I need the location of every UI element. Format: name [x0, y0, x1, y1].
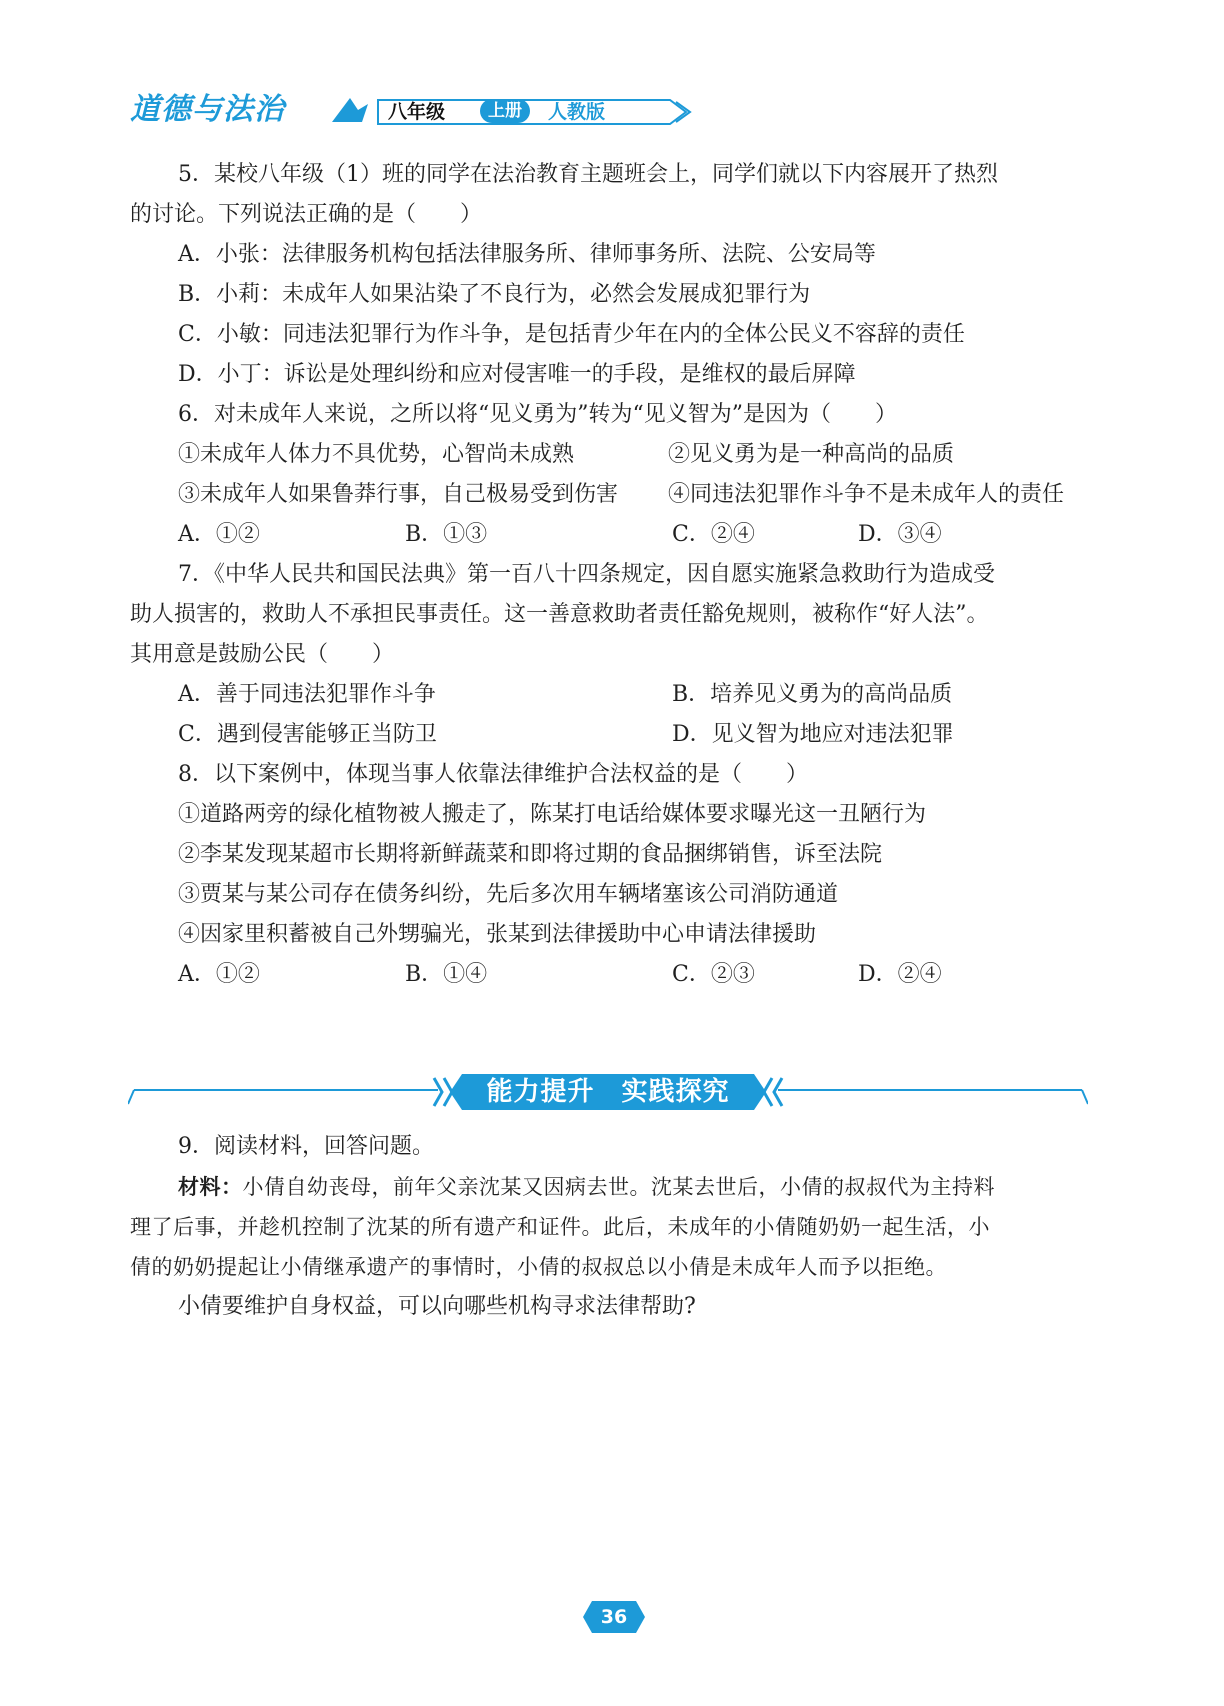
- q5-option-b: B．小莉：未成年人如果沾染了不良行为，必然会发展成犯罪行为: [178, 282, 811, 307]
- grade-label: 八年级: [388, 101, 446, 123]
- q6-statement-2: ②见义勇为是一种高尚的品质: [668, 442, 955, 467]
- series-logo: 道德与法治: [130, 92, 285, 127]
- q9-stem: 9．阅读材料，回答问题。: [178, 1134, 434, 1159]
- q6-option-c: C．②④: [672, 522, 755, 547]
- q6-stem: 6．对未成年人来说，之所以将“见义勇为”转为“见义智为”是因为（ ）: [178, 402, 897, 427]
- q7-option-b: B．培养见义勇为的高尚品质: [672, 682, 953, 707]
- q6-option-a: A．①②: [178, 522, 260, 547]
- q7-stem-line-2: 助人损害的，救助人不承担民事责任。这一善意救助者责任豁免规则，被称作“好人法”。: [130, 602, 989, 627]
- q7-option-c: C．遇到侵害能够正当防卫: [178, 722, 437, 747]
- q6-statement-3: ③未成年人如果鲁莽行事，自己极易受到伤害: [178, 482, 619, 507]
- q9-material-line-1: [178, 1172, 995, 1202]
- q8-option-c: C．②③: [672, 962, 755, 987]
- q8-option-a: A．①②: [178, 962, 260, 987]
- q8-option-b: B．①④: [405, 962, 488, 987]
- q9-material-line-3: 倩的奶奶提起让小倩继承遗产的事情时，小倩的叔叔总以小倩是未成年人而予以拒绝。: [130, 1255, 947, 1279]
- page-number-badge: [582, 1600, 646, 1634]
- q6-statement-4: ④同违法犯罪作斗争不是未成年人的责任: [668, 482, 1065, 507]
- page-header: [130, 90, 650, 130]
- q8-statement-1: ①道路两旁的绿化植物被人搬走了，陈某打电话给媒体要求曝光这一丑陋行为: [178, 802, 927, 827]
- q5-stem-line-2: 的讨论。下列说法正确的是（ ）: [130, 202, 483, 227]
- section-title: 能力提升 实践探究: [486, 1077, 730, 1107]
- material-text-1: 小倩自幼丧母，前年父亲沈某又因病去世。沈某去世后，小倩的叔叔代为主持料: [242, 1175, 995, 1199]
- q5-option-d: D．小丁：诉讼是处理纠纷和应对侵害唯一的手段，是维权的最后屏障: [178, 362, 856, 387]
- q7-stem-line-1: 7．《中华人民共和国民法典》第一百八十四条规定，因自愿实施紧急救助行为造成受: [178, 562, 995, 587]
- q6-option-b: B．①③: [405, 522, 488, 547]
- q8-stem: 8．以下案例中，体现当事人依靠法律维护合法权益的是（ ）: [178, 762, 808, 787]
- edition-label: 人教版: [548, 101, 606, 123]
- q8-statement-3: ③贾某与某公司存在债务纠纷，先后多次用车辆堵塞该公司消防通道: [178, 882, 839, 907]
- q6-option-d: D．③④: [858, 522, 942, 547]
- grade-badge: [370, 98, 700, 126]
- q7-option-a: A．善于同违法犯罪作斗争: [178, 682, 436, 707]
- q5-stem-line-1: 5．某校八年级（1）班的同学在法治教育主题班会上，同学们就以下内容展开了热烈: [178, 162, 998, 187]
- logo-swoosh-icon: [328, 94, 372, 126]
- q7-stem-line-3: 其用意是鼓励公民（ ）: [130, 642, 395, 667]
- q9-question: 小倩要维护自身权益，可以向哪些机构寻求法律帮助?: [178, 1294, 696, 1319]
- q9-material-line-2: 理了后事，并趁机控制了沈某的所有遗产和证件。此后，未成年的小倩随奶奶一起生活，小: [130, 1215, 990, 1239]
- page-number: 36: [600, 1606, 628, 1628]
- q8-option-d: D．②④: [858, 962, 942, 987]
- section-banner: [128, 1070, 1088, 1114]
- q5-option-c: C．小敏：同违法犯罪行为作斗争，是包括青少年在内的全体公民义不容辞的责任: [178, 322, 965, 347]
- q8-statement-4: ④因家里积蓄被自己外甥骗光，张某到法律援助中心申请法律援助: [178, 922, 817, 947]
- q6-statement-1: ①未成年人体力不具优势，心智尚未成熟: [178, 442, 575, 467]
- q7-option-d: D．见义智为地应对违法犯罪: [672, 722, 954, 747]
- material-label: 材料：: [178, 1174, 243, 1199]
- volume-badge: 上册: [480, 99, 530, 123]
- q5-option-a: A．小张：法律服务机构包括法律服务所、律师事务所、法院、公安局等: [178, 242, 876, 267]
- q8-statement-2: ②李某发现某超市长期将新鲜蔬菜和即将过期的食品捆绑销售，诉至法院: [178, 842, 883, 867]
